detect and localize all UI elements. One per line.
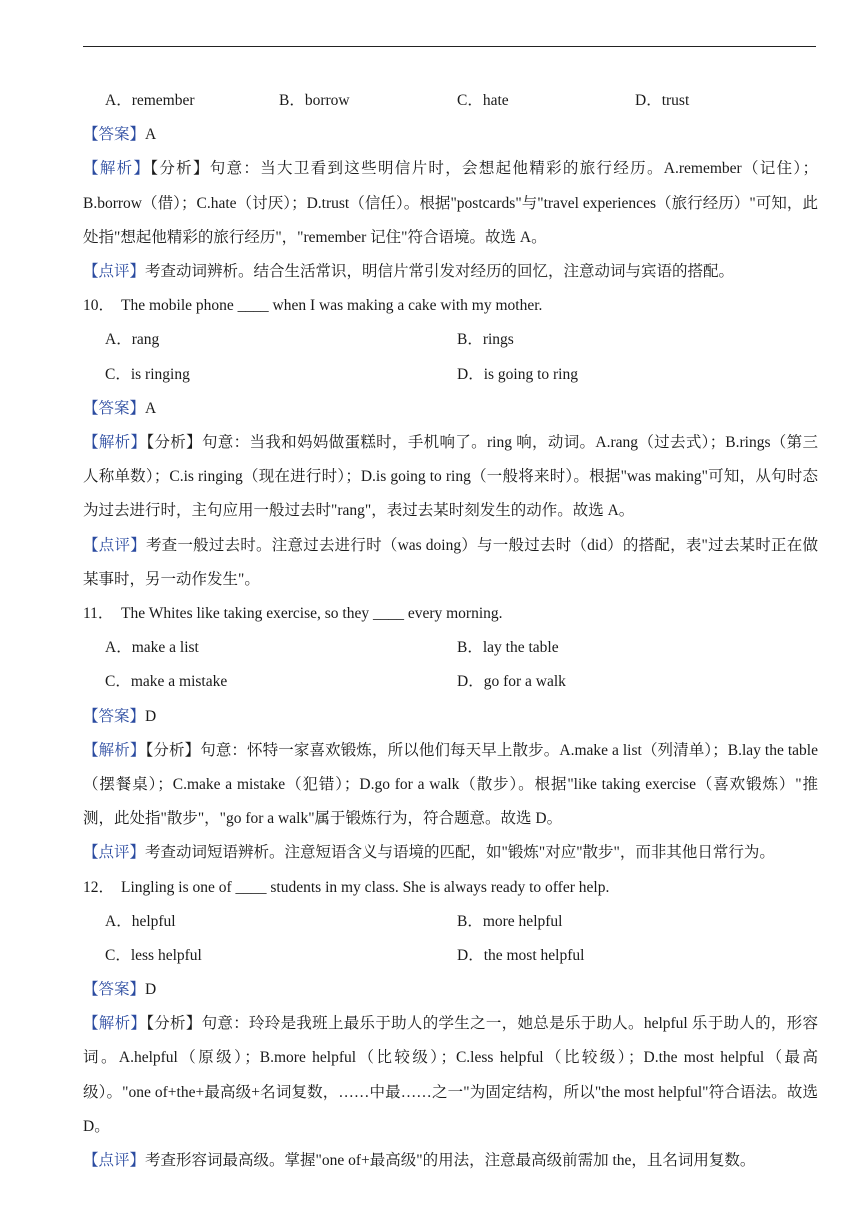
q10-option-b: B．rings: [457, 331, 514, 349]
question-number: 11．: [83, 604, 114, 622]
answer-tag: 答案: [98, 126, 130, 144]
q11-option-c: C．make a mistake: [105, 673, 228, 691]
q12-options-row2: [83, 939, 818, 973]
q10-options-row1: [83, 323, 818, 357]
q11-option-a: A．make a list: [105, 639, 199, 657]
q10-stem: [83, 289, 818, 323]
q12-option-b: B．more helpful: [457, 912, 563, 930]
q11-option-d: D．go for a walk: [457, 673, 566, 691]
comment-tag: 点评: [98, 536, 131, 554]
q10-option-d: D．is going to ring: [457, 365, 578, 383]
q12-comment: 【点评】考查形容词最高级。掌握"one of+最高级"的用法，注意最高级前需加 the，且名词用复数。: [83, 1152, 756, 1170]
question-text: Lingling is one of ____ students in my class. She is always ready to offer help.: [121, 878, 610, 896]
question-number: 10．: [83, 297, 115, 315]
q11-options-row2: [83, 665, 818, 699]
q10-comment: 【点评】考查一般过去时。注意过去进行时（was doing）与一般过去时（did）的搭配，表"过去某时正在做某事时，另一动作发生"。: [83, 536, 818, 588]
answer-tag: 答案: [98, 399, 130, 417]
q9-option-c: C．hate: [457, 92, 509, 109]
comment-text: 考查一般过去时。注意过去进行时（was doing）与一般过去时（did）的搭配，表"过去某时正在做某事时，另一动作发生"。: [83, 536, 818, 588]
q10-answer: 【答案】A: [83, 399, 157, 417]
q12-option-c: C．less helpful: [105, 946, 202, 964]
comment-text: 考查形容词最高级。掌握"one of+最高级"的用法，注意最高级前需加 the，且名词用复数。: [145, 1152, 756, 1170]
q11-options-row1: [83, 631, 818, 665]
q9-option-a: A．remember: [105, 92, 195, 109]
header-rule: [83, 46, 816, 47]
q12-stem: [83, 871, 818, 905]
analysis-text: 【分析】句意：当大卫看到这些明信片时，会想起他精彩的旅行经历。A.remember（记住）；B.borrow（借）；C.hate（讨厌）；D.trust（信任）。根据"postcards"与"travel experiences（旅行经历）"可知，此处指"想起他精彩的旅行经历"，"remember 记住"符合语境。故选 A。: [83, 160, 818, 246]
q11-option-b: B．lay the table: [457, 639, 559, 657]
answer-value: D: [145, 707, 157, 725]
analysis-tag: 解析: [98, 433, 131, 451]
analysis-tag: 解析: [98, 1015, 131, 1033]
question-text: The Whites like taking exercise, so they ____ every morning.: [121, 604, 503, 622]
analysis-tag: 解析: [99, 160, 134, 178]
q9-options: [83, 84, 818, 118]
q12-options-row1: [83, 905, 818, 939]
q11-stem: [83, 597, 818, 631]
analysis-text: 【分析】句意：怀特一家喜欢锻炼，所以他们每天早上散步。A.make a list（列清单）；B.lay the table（摆餐桌）；C.make a mistake（犯错）；D.go for a walk（散步）。根据"like taking exercise（喜欢锻炼）"推测，此处指"散步"，"go for a walk"属于锻炼行为，符合题意。故选 D。: [83, 741, 818, 828]
comment-text: 考查动词辨析。结合生活常识，明信片常引发对经历的回忆，注意动词与宾语的搭配。: [145, 262, 735, 280]
q9-analysis: 【解析】【分析】句意：当大卫看到这些明信片时，会想起他精彩的旅行经历。A.remember（记住）；B.borrow（借）；C.hate（讨厌）；D.trust（信任）。根据"postcards"与"travel experiences（旅行经历）"可知，此处指"想起他精彩的旅行经历"，"remember 记住"符合语境。故选 A。: [83, 160, 818, 246]
question-text: The mobile phone ____ when I was making a cake with my mother.: [121, 297, 543, 315]
q9-comment: 【点评】考查动词辨析。结合生活常识，明信片常引发对经历的回忆，注意动词与宾语的搭配。: [83, 262, 735, 280]
q11-analysis: 【解析】【分析】句意：怀特一家喜欢锻炼，所以他们每天早上散步。A.make a list（列清单）；B.lay the table（摆餐桌）；C.make a mistake（犯错）；D.go for a walk（散步）。根据"like taking exercise（喜欢锻炼）"推测，此处指"散步"，"go for a walk"属于锻炼行为，符合题意。故选 D。: [83, 741, 818, 828]
q10-options-row2: [83, 358, 818, 392]
comment-text: 考查动词短语辨析。注意短语含义与语境的匹配，如"锻炼"对应"散步"，而非其他日常行为。: [145, 844, 775, 862]
q9-option-b: B．borrow: [279, 92, 350, 109]
analysis-tag: 解析: [98, 741, 130, 759]
analysis-text: 【分析】句意：玲玲是我班上最乐于助人的学生之一，她总是乐于助人。helpful 乐于助人的，形容词。A.helpful（原级）；B.more helpful（比较级）；C.less helpful（比较级）；D.the most helpful（最高级）。"one of+the+最高级+名词复数，……中最……之一"为固定结构，所以"the most helpful"符合语法。故选 D。: [83, 1015, 818, 1135]
q9-answer: 【答案】A: [83, 126, 157, 144]
q11-comment: 【点评】考查动词短语辨析。注意短语含义与语境的匹配，如"锻炼"对应"散步"，而非其他日常行为。: [83, 844, 775, 862]
question-number: 12．: [83, 878, 115, 896]
q11-answer: 【答案】D: [83, 707, 157, 725]
comment-tag: 点评: [98, 1152, 130, 1170]
q12-analysis: 【解析】【分析】句意：玲玲是我班上最乐于助人的学生之一，她总是乐于助人。helpful 乐于助人的，形容词。A.helpful（原级）；B.more helpful（比较级）；C.less helpful（比较级）；D.the most helpful（最高级）。"one of+the+最高级+名词复数，……中最……之一"为固定结构，所以"the most helpful"符合语法。故选 D。: [83, 1015, 818, 1135]
q12-option-a: A．helpful: [105, 912, 176, 930]
answer-value: A: [145, 126, 157, 144]
comment-tag: 点评: [98, 262, 130, 280]
answer-tag: 答案: [98, 707, 130, 725]
comment-tag: 点评: [98, 844, 130, 862]
q10-analysis: 【解析】【分析】句意：当我和妈妈做蛋糕时，手机响了。ring 响，动词。A.rang（过去式）；B.rings（第三人称单数）；C.is ringing（现在进行时）；D.is going to ring（一般将来时）。根据"was making"可知，从句时态为过去进行时，主句应用一般过去时"rang"，表过去某时刻发生的动作。故选 A。: [83, 433, 818, 520]
q10-option-a: A．rang: [105, 331, 160, 349]
analysis-text: 【分析】句意：当我和妈妈做蛋糕时，手机响了。ring 响，动词。A.rang（过去式）；B.rings（第三人称单数）；C.is ringing（现在进行时）；D.is going to ring（一般将来时）。根据"was making"可知，从句时态为过去进行时，主句应用一般过去时"rang"，表过去某时刻发生的动作。故选 A。: [83, 433, 818, 520]
answer-value: A: [145, 399, 157, 417]
q12-option-d: D．the most helpful: [457, 946, 585, 964]
q10-option-c: C．is ringing: [105, 365, 190, 383]
answer-tag: 答案: [98, 981, 130, 999]
q12-answer: 【答案】D: [83, 981, 157, 999]
answer-value: D: [145, 981, 157, 999]
document-body: [83, 84, 818, 1178]
q9-option-d: D．trust: [635, 92, 690, 109]
